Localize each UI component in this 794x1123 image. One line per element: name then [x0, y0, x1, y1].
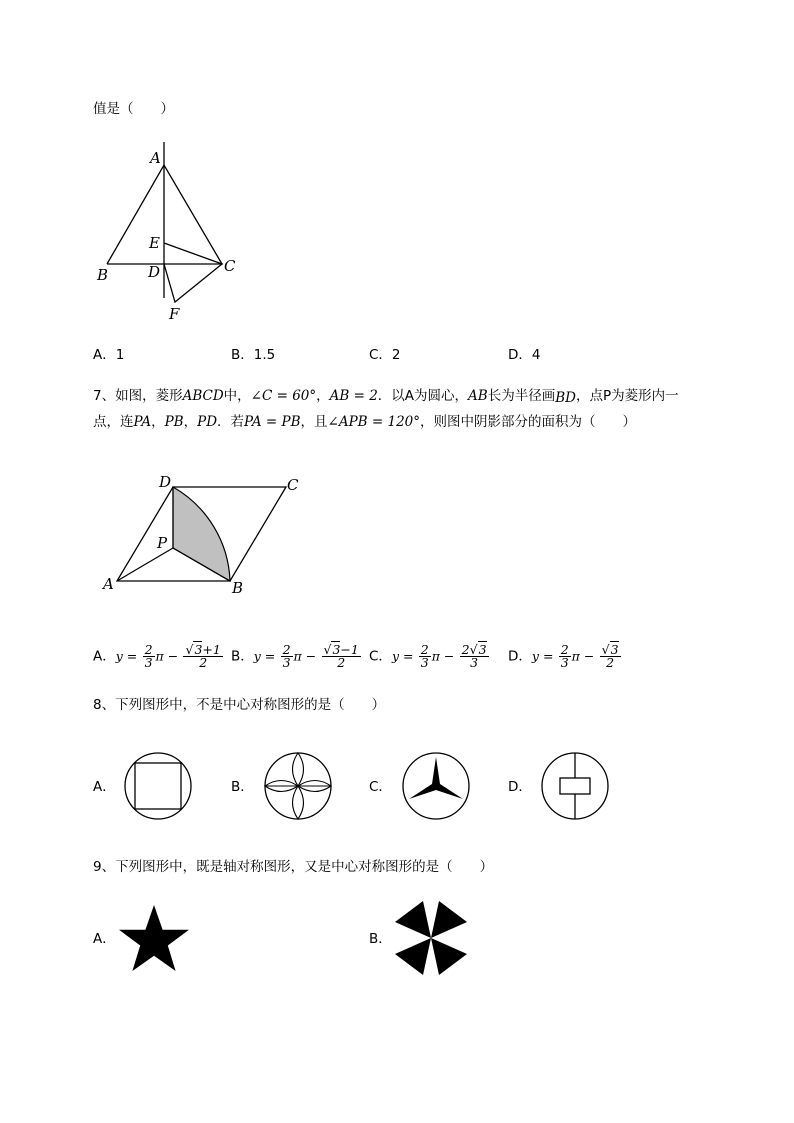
- q7-label-b: B: [232, 579, 244, 597]
- q6-option-a: A．1: [93, 347, 125, 363]
- q6-label-e: E: [149, 234, 160, 252]
- q9-option-b-label: B．: [369, 931, 392, 947]
- q9-option-a-label: A．: [93, 931, 116, 947]
- q6-option-c: C．2: [369, 347, 401, 363]
- q9-figure-b-pinwheel: [392, 901, 470, 975]
- q6-option-d: D．4: [508, 347, 541, 363]
- q6-label-a: A: [150, 149, 161, 167]
- q7-option-d: D．y = $\frac{2}{3}$ π − $\frac{√3}{2}$: [508, 642, 619, 670]
- q7-option-a: A．y = $\frac{2}{3}$ π − $\frac{√3+1}{2}$: [93, 642, 221, 670]
- q8-question: 8、下列图形中，不是中心对称图形的是（ ）: [93, 697, 386, 713]
- q7-label-p: P: [157, 534, 168, 552]
- arc-bd-symbol: BD: [555, 390, 576, 406]
- q8-figure-a-circle-square: [123, 751, 193, 821]
- q7-label-a: A: [103, 575, 114, 593]
- q8-option-d-label: D．: [508, 779, 532, 795]
- q7-label-d: D: [159, 473, 172, 491]
- q8-figure-b-circle-petals: [263, 751, 333, 821]
- q7-option-c: C．y = $\frac{2}{3}$ π − $\frac{2√3}{3}$: [369, 642, 487, 670]
- q8-figure-c-circle-tristar: [401, 751, 471, 821]
- q8-figure-d-circle-rect: [540, 751, 610, 821]
- q7-question-line1: 7、如图，菱形ABCD中，∠C = 60°，AB = 2．以A为圆心，AB长为半径画BD，点P为菱形内一: [93, 388, 679, 406]
- q6-label-b: B: [97, 266, 109, 284]
- q6-question-tail: 值是（ ）: [93, 101, 174, 117]
- q7-label-c: C: [287, 476, 299, 494]
- q6-option-b: B．1.5: [231, 347, 276, 363]
- q7-option-b: B．y = $\frac{2}{3}$ π − $\frac{√3-1}{2}$: [231, 642, 359, 670]
- q8-option-a-label: A．: [93, 779, 116, 795]
- q9-figure-a-star: [117, 903, 191, 975]
- q6-label-f: F: [169, 305, 180, 323]
- q7-question-line2: 点，连PA，PB，PD．若PA = PB，且∠APB = 120°，则图中阴影部分的面积为（ ）: [93, 414, 637, 430]
- q8-option-c-label: C．: [369, 779, 392, 795]
- q9-question: 9、下列图形中，既是轴对称图形，又是中心对称图形的是（ ）: [93, 859, 494, 875]
- q6-label-d: D: [148, 263, 161, 281]
- q8-option-b-label: B．: [231, 779, 254, 795]
- q6-label-c: C: [224, 257, 236, 275]
